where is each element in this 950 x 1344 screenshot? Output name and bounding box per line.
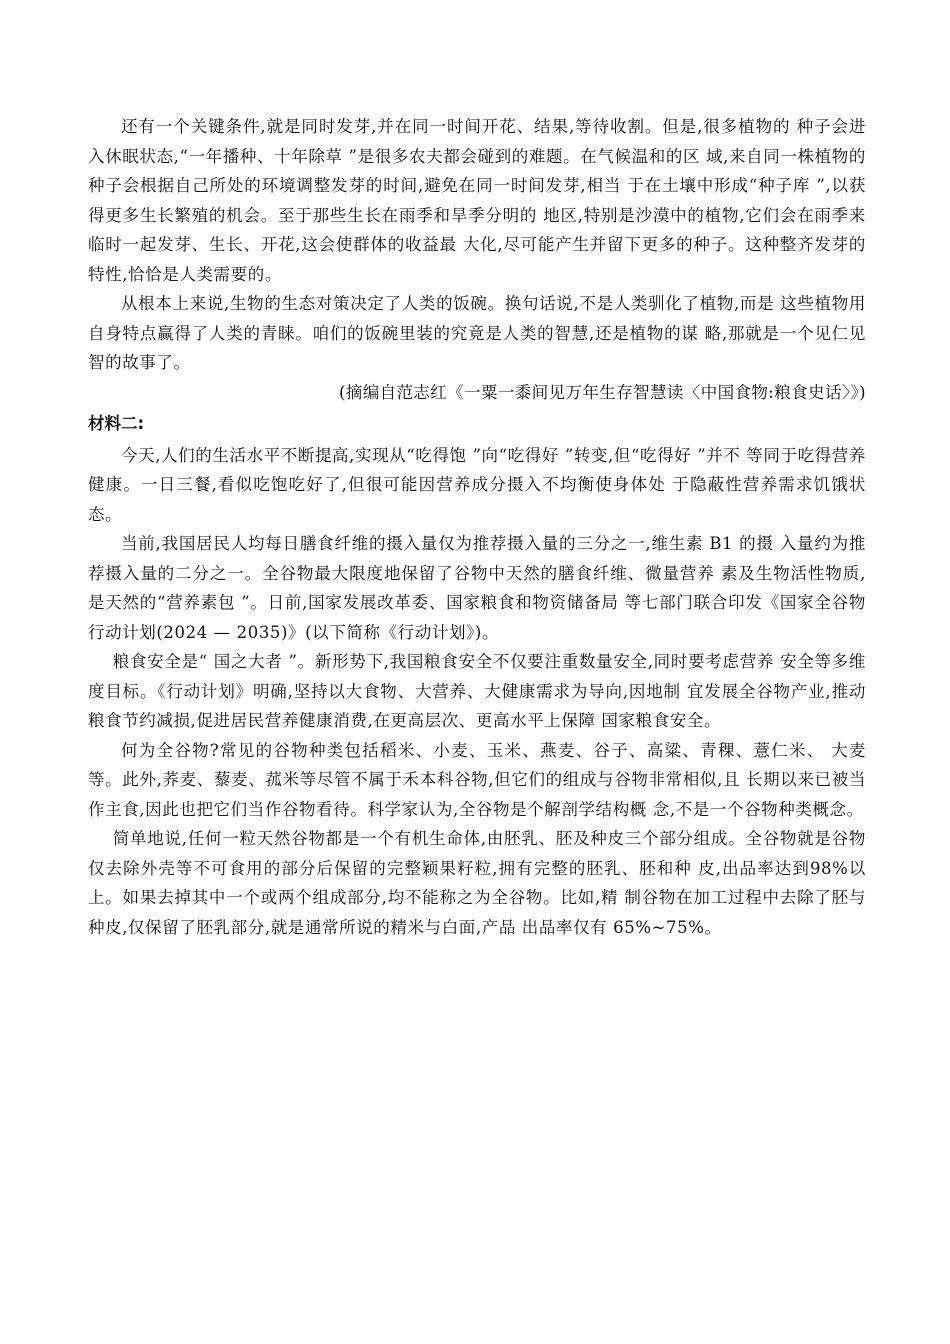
document-page: [88, 112, 866, 942]
material-two-paragraph-5: 简单地说,任何一粒天然谷物都是一个有机生命体,由胚乳、胚及种皮三个部分组成。全谷物就是谷物仅去除外壳等不可食用的部分后保留的完整颖果籽粒,拥有完整的胚乳、胚和种 皮,出品率达到98%以上。如果去掉其中一个或两个组成部分,均不能称之为全谷物。比如,精 制谷物在加工过程中去除了胚与种皮,仅保留了胚乳部分,就是通常所说的精米与白面,产品 出品率仅有 65%~75%。: [88, 829, 866, 937]
material-two-paragraph-4: 何为全谷物?常见的谷物种类包括稻米、小麦、玉米、燕麦、谷子、高粱、青稞、薏仁米、 大麦等。此外,荞麦、藜麦、菰米等尽管不属于禾本科谷物,但它们的组成与谷物非常相似,且 长期以来已被当作主食,因此也把它们当作谷物看待。科学家认为,全谷物是个解剖学结构概 念,不是一个谷物种类概念。: [88, 740, 866, 819]
material-two-paragraph-2: 当前,我国居民人均每日膳食纤维的摄入量仅为推荐摄入量的三分之一,维生素 B1 的摄 入量约为推荐摄入量的二分之一。全谷物最大限度地保留了谷物中天然的膳食纤维、微量营养 素及生物活性物质,是天然的“营养素包 ”。日前,国家发展改革委、国家粮食和物资储备局 等七部门联合印发《国家全谷物行动计划(2024 — 2035)》(以下简称《行动计划》)。: [88, 534, 866, 642]
material-two-heading: 材料二:: [88, 414, 145, 433]
material-two-paragraph-1: 今天,人们的生活水平不断提高,实现从“吃得饱 ”向“吃得好 ”转变,但“吃得好 ”并不 等同于吃得营养健康。一日三餐,看似吃饱吃好了,但很可能因营养成分摄入不均衡使身体处 于隐蔽性营养需求饥饿状态。: [88, 445, 866, 524]
material-one-paragraph-2: 从根本上来说,生物的生态对策决定了人类的饭碗。换句话说,不是人类驯化了植物,而是 这些植物用自身特点赢得了人类的青睐。咱们的饭碗里装的究竟是人类的智慧,还是植物的谋 略,那就是一个见仁见智的故事了。: [88, 294, 866, 372]
material-two-paragraph-3: 粮食安全是“ 国之大者 ”。新形势下,我国粮食安全不仅要注重数量安全,同时要考虑营养 安全等多维度目标。《行动计划》明确,坚持以大食物、大营养、大健康需求为导向,因地制 宜发展全谷物产业,推动粮食节约减损,促进居民营养健康消费,在更高层次、更高水平上保障 国家粮食安全。: [88, 652, 866, 730]
material-one-paragraph-1: 还有一个关键条件,就是同时发芽,并在同一时间开花、结果,等待收割。但是,很多植物的 种子会进入休眠状态,“一年播种、十年除草 ”是很多农夫都会碰到的难题。在气候温和的区 域,来自同一株植物的种子会根据自己所处的环境调整发芽的时间,避免在同一时间发芽,相当 于在土壤中形成“种子库 ”,以获得更多生长繁殖的机会。至于那些生长在雨季和旱季分明的 地区,特别是沙漠中的植物,它们会在雨季来临时一起发芽、生长、开花,这会使群体的收益最 大化,尽可能产生并留下更多的种子。这种整齐发芽的特性,恰恰是人类需要的。: [88, 117, 866, 284]
material-one-source-citation: (摘编自范志红《一粟一黍间见万年生存智慧读〈中国食物:粮食史话〉》): [338, 382, 866, 402]
